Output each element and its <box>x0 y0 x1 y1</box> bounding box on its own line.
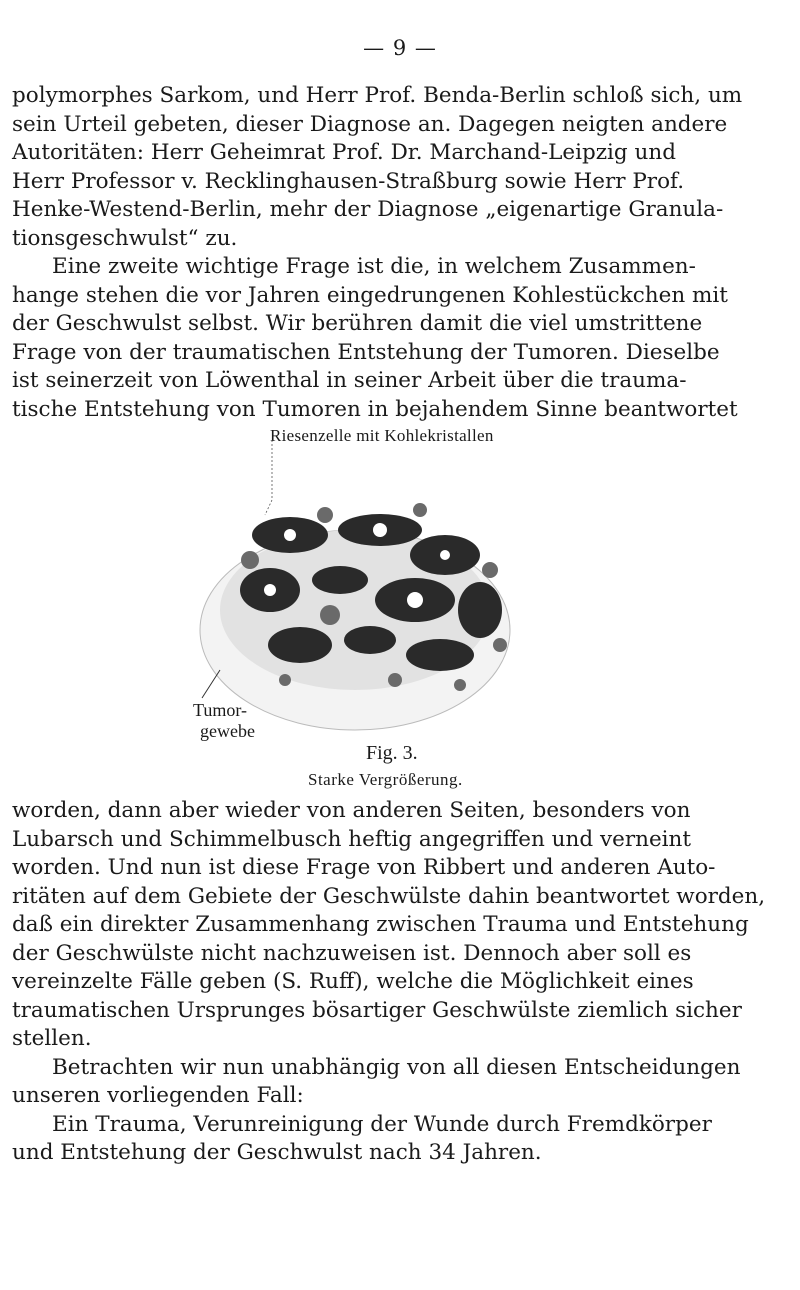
figure-label: Fig. 3. <box>366 742 418 764</box>
text-line: ist seinerzeit von Löwenthal in seiner Arbeit über die trauma- <box>12 368 687 393</box>
page-number: — 9 — <box>363 36 437 60</box>
text-line: Lubarsch und Schimmelbusch heftig angegriffen und verneint <box>12 826 692 852</box>
text-line: worden. Und nun ist diese Frage von Ribbert und anderen Auto- <box>12 855 716 880</box>
text-line: stellen. <box>12 1026 92 1051</box>
text-line: hange stehen die vor Jahren eingedrungenen Kohlestückchen mit <box>12 282 728 308</box>
text-line: Henke-Westend-Berlin, mehr der Diagnose „eigenartige Granula- <box>12 197 724 222</box>
paragraph-bottom <box>12 797 790 1168</box>
text-line: vereinzelte Fälle geben (S. Ruff), welche die Möglichkeit eines <box>12 969 694 994</box>
micrograph-illustration <box>180 440 560 740</box>
text-line: der Geschwulst selbst. Wir berühren damit die viel umstrittene <box>12 311 703 336</box>
paragraph-top <box>12 82 790 424</box>
text-line: Autoritäten: Herr Geheimrat Prof. Dr. Marchand-Leipzig und <box>12 140 676 165</box>
text-line: traumatischen Ursprunges bösartiger Geschwülste ziemlich sicher <box>12 997 742 1023</box>
text-line: unseren vorliegenden Fall: <box>12 1083 304 1108</box>
text-line: Betrachten wir nun unabhängig von all diesen Entscheidungen <box>52 1054 741 1080</box>
text-line: der Geschwülste nicht nachzuweisen ist. Dennoch aber soll es <box>12 940 692 966</box>
text-line: Herr Professor v. Recklinghausen-Straßburg sowie Herr Prof. <box>12 168 685 194</box>
text-line: daß ein direkter Zusammenhang zwischen Trauma und Entstehung <box>12 912 749 937</box>
text-line: worden, dann aber wieder von anderen Seiten, besonders von <box>12 798 691 823</box>
text-line: polymorphes Sarkom, und Herr Prof. Benda-Berlin schloß sich, um <box>12 83 743 108</box>
text-line: Frage von der traumatischen Entstehung der Tumoren. Dieselbe <box>12 339 720 365</box>
figure-annotation: Tumor- <box>193 700 247 720</box>
text-line: und Entstehung der Geschwulst nach 34 Jahren. <box>12 1140 542 1165</box>
text-line: Ein Trauma, Verunreinigung der Wunde durch Fremdkörper <box>52 1111 712 1137</box>
text-line: sein Urteil gebeten, dieser Diagnose an. Dagegen neigten andere <box>12 111 728 137</box>
text-line: ritäten auf dem Gebiete der Geschwülste dahin beantwortet worden, <box>12 883 766 909</box>
figure-caption-bottom: Starke Vergrößerung. <box>308 770 463 789</box>
text-line: tische Entstehung von Tumoren in bejahendem Sinne beantwortet <box>12 396 738 422</box>
figure-caption-top: Riesenzelle mit Kohlekristallen <box>270 426 494 445</box>
text-line: Eine zweite wichtige Frage ist die, in welchem Zusammen- <box>52 254 696 279</box>
text-line: tionsgeschwulst“ zu. <box>12 225 238 251</box>
figure-annotation: gewebe <box>200 721 255 741</box>
